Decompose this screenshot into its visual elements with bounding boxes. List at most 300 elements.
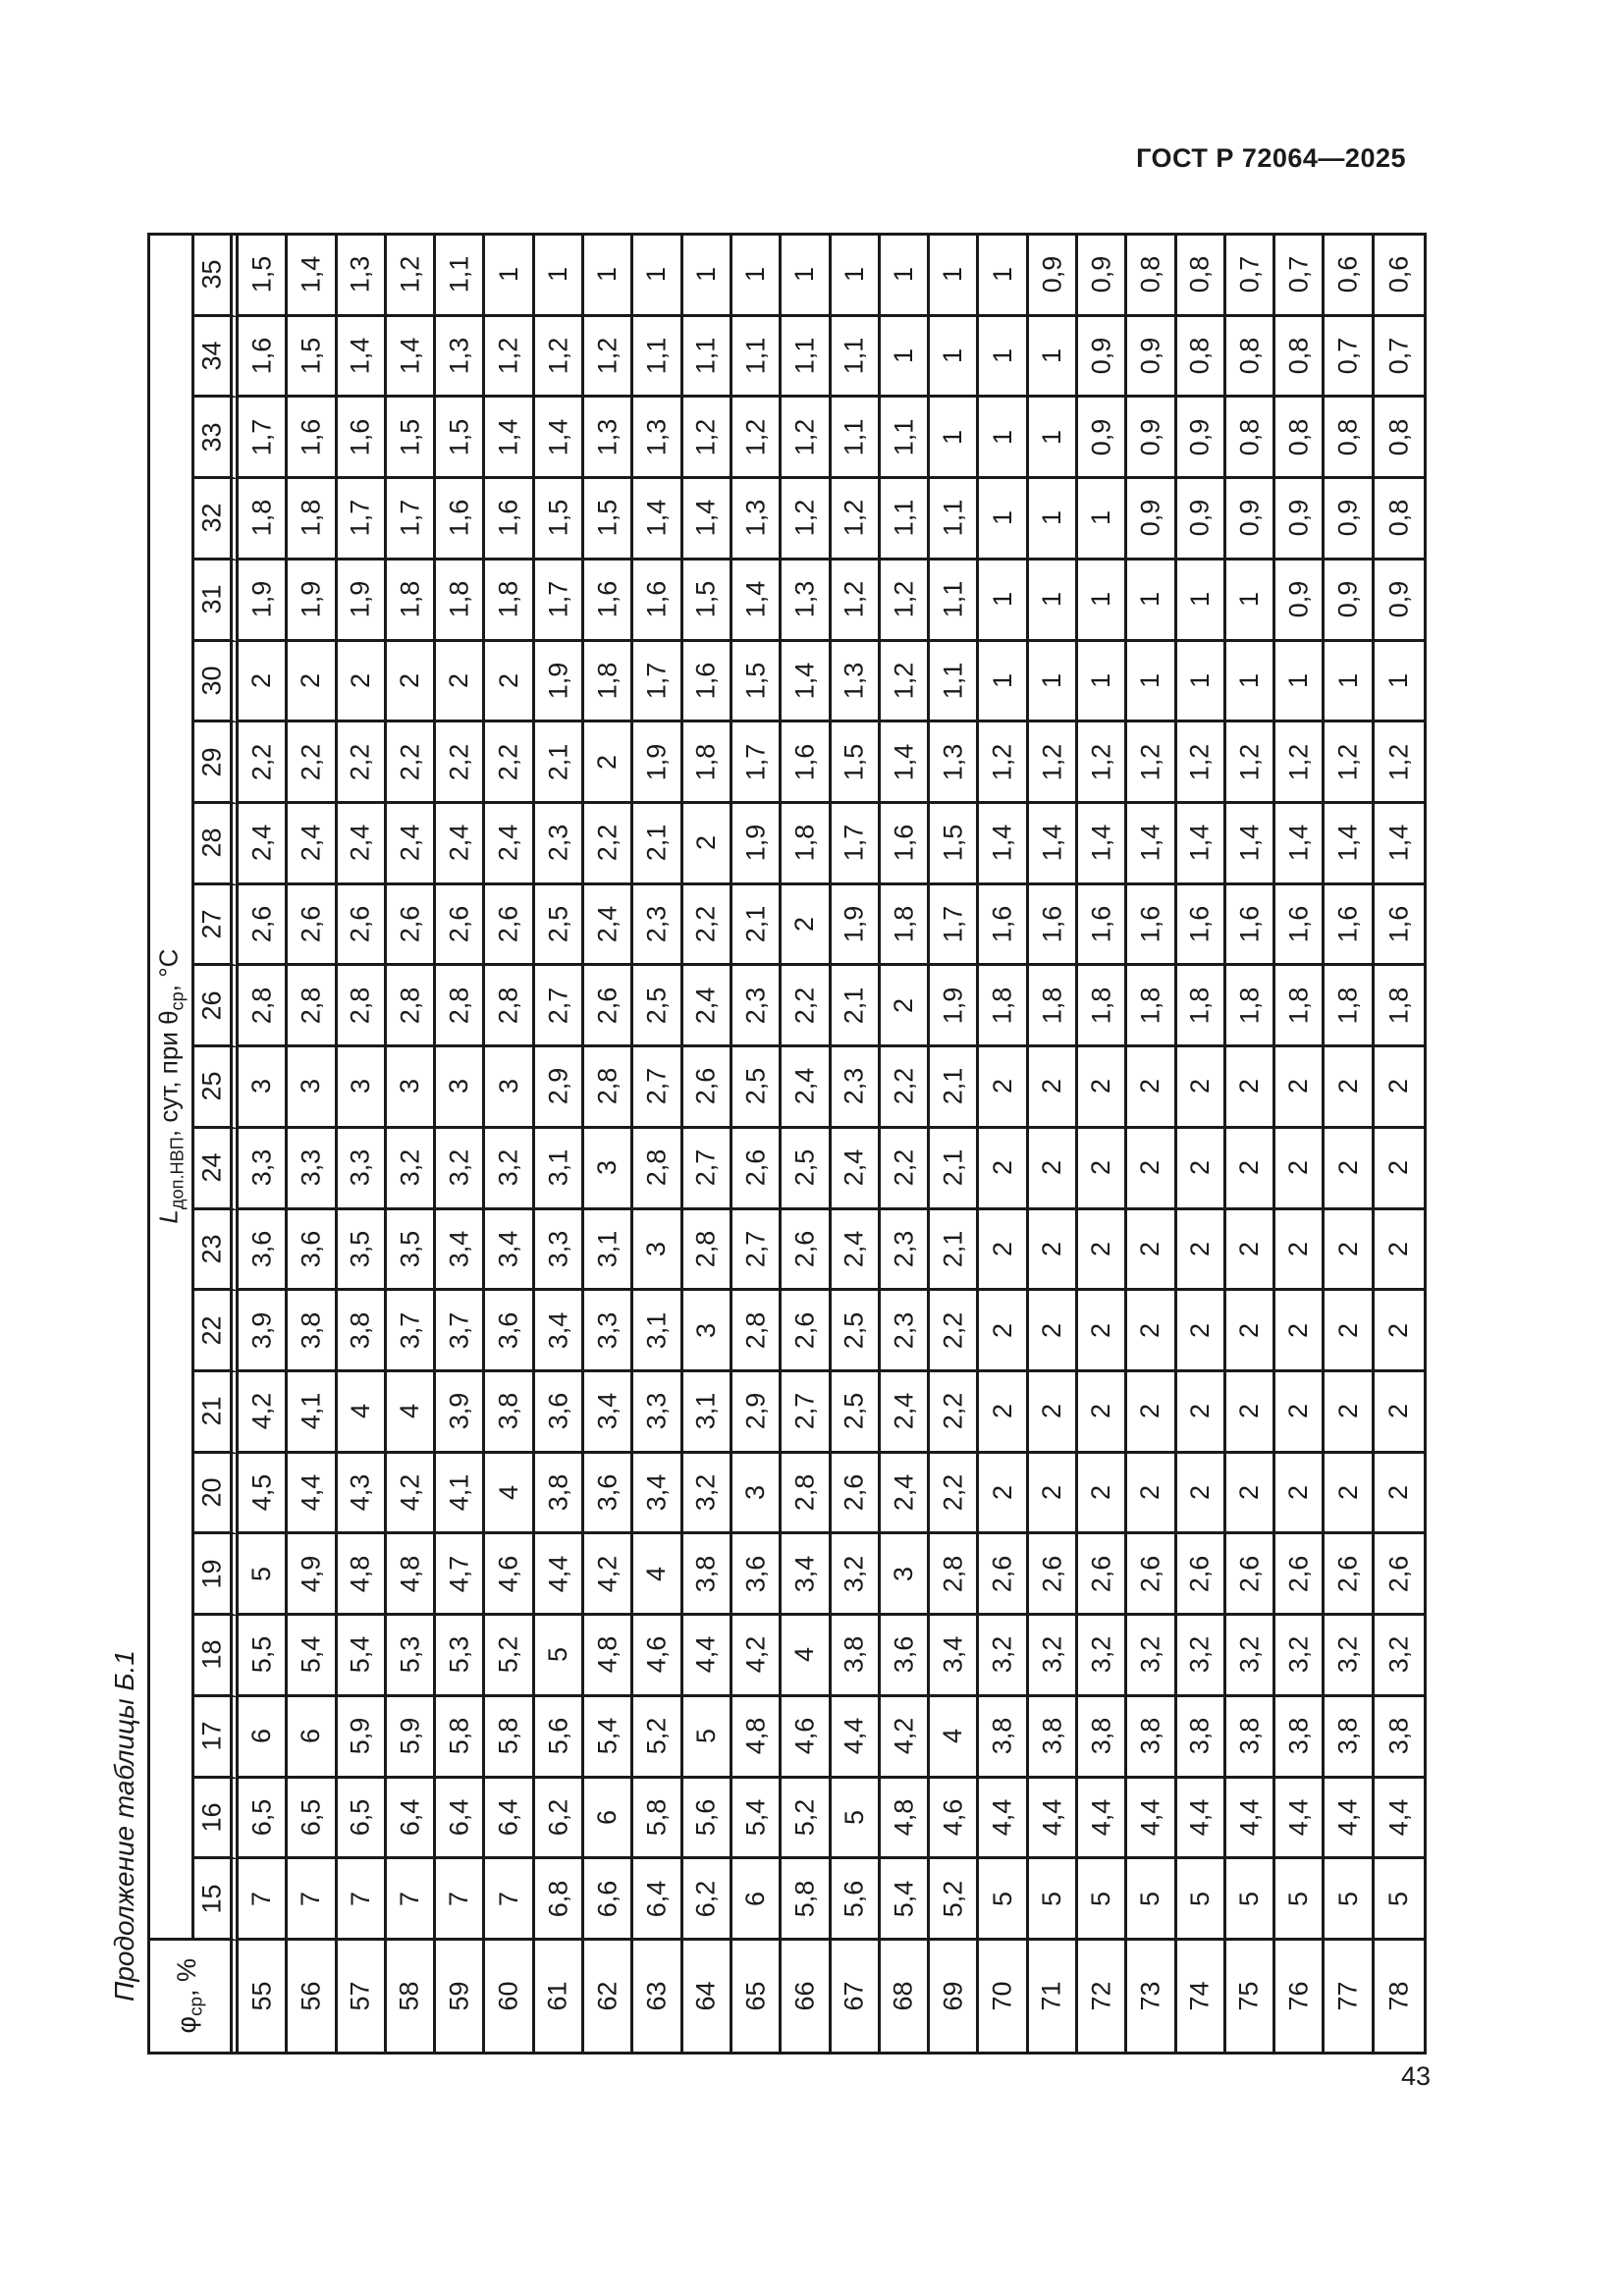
table-cell-text: 6,4 xyxy=(641,1880,672,1917)
table-cell-text: 0,9 xyxy=(1283,500,1314,537)
table-cell xyxy=(288,561,337,642)
table-cell xyxy=(782,966,831,1047)
table-cell-text: 2 xyxy=(1135,1079,1165,1095)
theta-label-text: 16 xyxy=(196,1802,227,1833)
table-cell xyxy=(288,1454,337,1535)
table-cell-text: 2,1 xyxy=(938,1148,968,1187)
table-cell-text: 5,8 xyxy=(641,1798,672,1837)
table-cell xyxy=(930,317,979,399)
phi-label xyxy=(1078,1941,1127,2052)
table-cell-text: 5,8 xyxy=(493,1717,523,1755)
table-cell xyxy=(535,1454,584,1535)
phi-label-text: 67 xyxy=(839,1981,869,2011)
table-cell-text: 3,8 xyxy=(1184,1717,1215,1755)
table-cell xyxy=(239,885,288,967)
table-cell xyxy=(683,479,732,561)
table-cell-text: 3,2 xyxy=(1332,1636,1363,1674)
table-cell-text: 6,4 xyxy=(444,1798,474,1837)
table-cell xyxy=(387,1372,436,1454)
table-cell xyxy=(535,1859,584,1941)
phi-label-text: 61 xyxy=(542,1981,572,2011)
table-cell xyxy=(930,1047,979,1129)
table-cell xyxy=(387,885,436,967)
table-cell xyxy=(930,804,979,885)
table-cell-text: 5,4 xyxy=(296,1636,326,1674)
table-cell-text: 3,6 xyxy=(493,1311,523,1349)
table-cell-text: 7 xyxy=(345,1891,375,1906)
table-cell-text: 0,8 xyxy=(1283,337,1314,375)
table-cell-text: 2,9 xyxy=(740,1393,771,1430)
table-cell xyxy=(584,317,633,399)
table-cell xyxy=(1375,1779,1424,1860)
table-cell-text: 5 xyxy=(1135,1891,1165,1906)
table-cell-text: 2,8 xyxy=(592,1068,623,1105)
table-cell xyxy=(832,1210,881,1292)
table-cell xyxy=(732,1454,782,1535)
table-cell xyxy=(930,398,979,479)
table-cell xyxy=(387,317,436,399)
table-cell xyxy=(338,1697,387,1779)
table-cell xyxy=(683,804,732,885)
table-cell xyxy=(1127,1210,1176,1292)
table-cell xyxy=(930,1859,979,1941)
table-cell-text: 1,3 xyxy=(641,418,672,456)
table-cell xyxy=(436,1372,485,1454)
table-cell xyxy=(633,236,682,317)
table-cell-text: 0,9 xyxy=(1184,418,1215,456)
phi-symbol: φ xyxy=(172,2016,202,2034)
table-cell-text: 3,8 xyxy=(1332,1717,1363,1755)
phi-label xyxy=(1275,1941,1325,2052)
table-cell-text: 5,6 xyxy=(542,1717,572,1755)
table-cell-text: 2 xyxy=(1036,1160,1066,1176)
table-cell xyxy=(1127,722,1176,804)
table-cell xyxy=(1029,966,1078,1047)
table-cell xyxy=(387,1047,436,1129)
phi-label-text: 71 xyxy=(1036,1981,1066,2011)
table-cell-text: 2,4 xyxy=(888,1473,918,1512)
table-cell xyxy=(1226,1697,1275,1779)
table-cell xyxy=(387,1210,436,1292)
table-cell-text: 1,4 xyxy=(345,337,375,375)
table-cell-text: 2 xyxy=(1283,1404,1314,1419)
table-cell xyxy=(338,398,387,479)
table-cell xyxy=(1226,1129,1275,1210)
table-cell-text: 1 xyxy=(1036,348,1066,364)
table-cell-text: 1,6 xyxy=(1135,905,1165,943)
table-cell xyxy=(1275,1859,1325,1941)
table-cell xyxy=(683,1697,732,1779)
theta-label xyxy=(194,885,239,967)
table-cell-text: 0,9 xyxy=(1135,418,1165,456)
table-cell xyxy=(436,966,485,1047)
table-cell-text: 2,6 xyxy=(444,905,474,943)
table-cell xyxy=(1226,1534,1275,1616)
table-cell xyxy=(782,1129,831,1210)
table-cell-text: 1 xyxy=(839,267,869,283)
table-cell-text: 4,4 xyxy=(1135,1798,1165,1837)
table-cell xyxy=(535,885,584,967)
table-cell xyxy=(584,804,633,885)
theta-label xyxy=(194,722,239,804)
table-cell xyxy=(584,1210,633,1292)
table-cell-text: 5,9 xyxy=(395,1717,425,1755)
table-cell xyxy=(1325,1129,1374,1210)
table-cell-text: 2,4 xyxy=(345,825,375,862)
table-cell-text: 2 xyxy=(1332,1485,1363,1501)
table-cell-text: 2 xyxy=(1135,1241,1165,1256)
table-cell-text: 1,5 xyxy=(740,662,771,700)
table-cell-text: 2 xyxy=(987,1322,1017,1338)
table-cell-text: 4,6 xyxy=(789,1717,820,1755)
table-cell xyxy=(782,642,831,723)
table-cell-text: 1 xyxy=(542,267,572,283)
phi-label xyxy=(387,1941,436,2052)
table-cell xyxy=(782,1372,831,1454)
table-cell xyxy=(436,1210,485,1292)
table-cell-text: 1,6 xyxy=(1233,905,1264,943)
table-cell-text: 2,6 xyxy=(395,905,425,943)
table-cell xyxy=(782,1859,831,1941)
table-cell xyxy=(1375,804,1424,885)
table-cell-text: 2,4 xyxy=(493,825,523,862)
table-cell-text: 2 xyxy=(1283,1485,1314,1501)
table-cell-text: 2 xyxy=(888,997,918,1013)
table-cell-text: 4,6 xyxy=(493,1555,523,1593)
table-cell-text: 4,2 xyxy=(740,1636,771,1674)
table-cell xyxy=(584,722,633,804)
table-cell-text: 1,5 xyxy=(296,337,326,375)
table-cell-text: 2,2 xyxy=(938,1473,968,1512)
table-cell-text: 1,5 xyxy=(592,500,623,537)
table-cell-text: 1,6 xyxy=(690,662,721,700)
phi-label xyxy=(930,1941,979,2052)
table-cell-text: 5 xyxy=(1332,1891,1363,1906)
table-cell xyxy=(535,1291,584,1372)
table-cell xyxy=(485,722,534,804)
table-cell xyxy=(1078,1859,1127,1941)
table-cell-text: 4,2 xyxy=(246,1393,277,1430)
table-cell-text: 1,5 xyxy=(839,743,869,780)
table-cell-text: 2,5 xyxy=(542,905,572,943)
table-cell-text: 4,6 xyxy=(938,1798,968,1837)
table-cell-text: 1 xyxy=(1086,510,1116,526)
phi-label xyxy=(732,1941,782,2052)
standard-reference: ГОСТ Р 72064—2025 xyxy=(1136,143,1406,173)
table-cell-text: 3,2 xyxy=(1383,1636,1414,1674)
table-cell-text: 2,8 xyxy=(493,987,523,1025)
table-cell-text: 2 xyxy=(987,1241,1017,1256)
table-cell xyxy=(535,1534,584,1616)
table-cell xyxy=(288,1616,337,1697)
table-cell-text: 3,4 xyxy=(542,1311,572,1349)
theta-label-text: 34 xyxy=(196,341,227,371)
table-cell xyxy=(979,966,1028,1047)
table-cell xyxy=(535,722,584,804)
table-cell-text: 1,9 xyxy=(296,580,326,618)
table-cell xyxy=(930,1779,979,1860)
table-cell xyxy=(338,561,387,642)
table-cell xyxy=(436,1697,485,1779)
table-cell-text: 0,9 xyxy=(1332,580,1363,618)
table-cell xyxy=(535,1616,584,1697)
table-cell-text: 1,8 xyxy=(1233,987,1264,1025)
phi-label xyxy=(1325,1941,1374,2052)
table-cell-text: 3,3 xyxy=(542,1230,572,1268)
table-cell xyxy=(633,1454,682,1535)
table-cell-text: 3,8 xyxy=(690,1555,721,1593)
phi-label-text: 62 xyxy=(592,1981,623,2011)
table-cell-text: 2 xyxy=(1036,1241,1066,1256)
table-cell-text: 1 xyxy=(1036,592,1066,608)
table-cell xyxy=(633,1859,682,1941)
theta-label xyxy=(194,1291,239,1372)
table-cell-text: 1,1 xyxy=(938,500,968,537)
theta-label xyxy=(194,1454,239,1535)
table-cell xyxy=(1226,317,1275,399)
table-cell-text: 2 xyxy=(1233,1160,1264,1176)
table-cell xyxy=(1177,561,1226,642)
table-cell-text: 2 xyxy=(1086,1079,1116,1095)
table-cell-text: 6,4 xyxy=(395,1798,425,1837)
table-cell xyxy=(485,1129,534,1210)
table-cell-text: 2,4 xyxy=(839,1230,869,1268)
table-cell-text: 5,3 xyxy=(395,1636,425,1674)
table-cell xyxy=(832,1697,881,1779)
table-cell-text: 3,3 xyxy=(641,1393,672,1430)
table-cell xyxy=(881,1129,930,1210)
table-cell xyxy=(1226,722,1275,804)
table-cell xyxy=(1078,398,1127,479)
table-cell-text: 1,2 xyxy=(493,337,523,375)
phi-label-text: 74 xyxy=(1184,1981,1215,2011)
table-cell xyxy=(239,1291,288,1372)
table-cell xyxy=(979,561,1028,642)
table-cell-text: 1 xyxy=(1135,672,1165,688)
table-cell-text: 2 xyxy=(592,754,623,770)
table-cell-text: 6,5 xyxy=(296,1798,326,1837)
table-cell xyxy=(979,479,1028,561)
table-cell xyxy=(239,1859,288,1941)
table-cell xyxy=(1078,236,1127,317)
table-cell-text: 3,8 xyxy=(1233,1717,1264,1755)
table-cell xyxy=(436,479,485,561)
table-cell-text: 1,5 xyxy=(395,418,425,456)
table-cell xyxy=(288,236,337,317)
table-cell-text: 1,7 xyxy=(395,500,425,537)
table-cell-text: 2 xyxy=(690,835,721,851)
table-cell-text: 1,9 xyxy=(641,743,672,780)
table-cell-text: 5 xyxy=(1036,1891,1066,1906)
table-cell xyxy=(584,1047,633,1129)
table-cell-text: 2,7 xyxy=(789,1393,820,1430)
table-cell xyxy=(1275,236,1325,317)
table-cell-text: 2 xyxy=(1332,1160,1363,1176)
table-cell xyxy=(1375,1454,1424,1535)
lnvp-span-header-cell xyxy=(150,236,194,1941)
table-cell xyxy=(239,1616,288,1697)
table-cell xyxy=(485,1372,534,1454)
table-cell xyxy=(979,398,1028,479)
table-cell xyxy=(239,479,288,561)
table-cell xyxy=(782,1047,831,1129)
table-cell-text: 4,2 xyxy=(592,1555,623,1593)
table-cell-text: 6,5 xyxy=(246,1798,277,1837)
table-cell xyxy=(1078,1454,1127,1535)
table-cell xyxy=(436,398,485,479)
table-cell xyxy=(535,236,584,317)
table-cell xyxy=(1226,1859,1275,1941)
table-cell xyxy=(732,1779,782,1860)
table-cell xyxy=(683,966,732,1047)
table-cell-text: 0,7 xyxy=(1332,337,1363,375)
table-cell xyxy=(930,1534,979,1616)
table-cell xyxy=(930,1372,979,1454)
table-cell-text: 2 xyxy=(1332,1241,1363,1256)
table-cell xyxy=(1177,1291,1226,1372)
phi-label xyxy=(288,1941,337,2052)
table-cell-text: 3,2 xyxy=(1086,1636,1116,1674)
table-cell-text: 0,8 xyxy=(1184,337,1215,375)
table-cell-text: 1,4 xyxy=(1233,825,1264,862)
table-cell-text: 3,8 xyxy=(1383,1717,1414,1755)
table-cell-text: 1,7 xyxy=(839,825,869,862)
table-cell xyxy=(732,1210,782,1292)
table-cell-text: 1 xyxy=(1184,672,1215,688)
table-cell-text: 1 xyxy=(1184,592,1215,608)
table-cell xyxy=(1029,1697,1078,1779)
table-cell-text: 3,3 xyxy=(592,1311,623,1349)
table-cell xyxy=(535,1372,584,1454)
table-cell xyxy=(436,1047,485,1129)
table-cell-text: 1,8 xyxy=(296,500,326,537)
table-cell-text: 3,8 xyxy=(1283,1717,1314,1755)
table-cell xyxy=(584,1534,633,1616)
table-cell-text: 2,2 xyxy=(938,1393,968,1430)
table-cell-text: 3 xyxy=(740,1485,771,1501)
table-cell-text: 3,2 xyxy=(444,1148,474,1187)
table-cell xyxy=(683,1779,732,1860)
table-cell xyxy=(338,1534,387,1616)
table-cell-text: 4,4 xyxy=(1086,1798,1116,1837)
table-cell-text: 1,4 xyxy=(542,418,572,456)
table-cell xyxy=(1325,1454,1374,1535)
table-cell-text: 1 xyxy=(938,267,968,283)
table-cell-text: 0,8 xyxy=(1233,418,1264,456)
table-cell xyxy=(387,1697,436,1779)
table-cell-text: 0,7 xyxy=(1233,256,1264,294)
table-cell-text: 2,4 xyxy=(690,987,721,1025)
table-cell xyxy=(387,236,436,317)
table-cell-text: 1,1 xyxy=(888,418,918,456)
table-cell xyxy=(288,966,337,1047)
table-cell xyxy=(930,236,979,317)
phi-label xyxy=(584,1941,633,2052)
table-cell-text: 1,2 xyxy=(1383,743,1414,780)
table-cell xyxy=(1078,479,1127,561)
table-cell-text: 6 xyxy=(296,1729,326,1744)
table-cell-text: 1,5 xyxy=(444,418,474,456)
table-cell xyxy=(338,966,387,1047)
table-cell xyxy=(1127,1859,1176,1941)
table-cell xyxy=(387,1779,436,1860)
table-cell xyxy=(1127,1616,1176,1697)
table-cell-text: 5,6 xyxy=(690,1798,721,1837)
table-cell-text: 0,8 xyxy=(1283,418,1314,456)
table-cell-text: 7 xyxy=(296,1891,326,1906)
table-cell-text: 1,7 xyxy=(740,743,771,780)
table-cell-text: 1,2 xyxy=(690,418,721,456)
table-cell-text: 1,1 xyxy=(839,337,869,375)
table-cell-text: 2 xyxy=(1383,1322,1414,1338)
table-cell-text: 2 xyxy=(1086,1160,1116,1176)
table-cell xyxy=(633,804,682,885)
table-cell xyxy=(1375,1616,1424,1697)
table-cell-text: 2,6 xyxy=(740,1148,771,1187)
table-cell-text: 2 xyxy=(1283,1322,1314,1338)
table-cell-text: 2,2 xyxy=(395,743,425,780)
table-cell xyxy=(1325,885,1374,967)
table-cell-text: 2,6 xyxy=(1383,1555,1414,1593)
table-cell xyxy=(881,236,930,317)
table-cell xyxy=(1078,317,1127,399)
table-cell xyxy=(387,479,436,561)
table-cell xyxy=(683,398,732,479)
table-cell-text: 1,4 xyxy=(641,500,672,537)
table-cell xyxy=(881,966,930,1047)
table-cell xyxy=(1177,1210,1226,1292)
table-cell-text: 2 xyxy=(1383,1241,1414,1256)
table-cell-text: 1,7 xyxy=(542,580,572,618)
table-cell-text: 3,1 xyxy=(641,1311,672,1349)
table-cell xyxy=(930,722,979,804)
table-cell-text: 2,5 xyxy=(839,1311,869,1349)
table-cell-text: 2,2 xyxy=(246,743,277,780)
table-cell xyxy=(633,561,682,642)
table-cell xyxy=(683,1616,732,1697)
table-cell xyxy=(1375,885,1424,967)
table-cell xyxy=(979,1047,1028,1129)
table-cell-text: 1,8 xyxy=(592,662,623,700)
table-cell-text: 2,6 xyxy=(345,905,375,943)
table-cell-text: 4,6 xyxy=(641,1636,672,1674)
table-cell xyxy=(1275,1454,1325,1535)
phi-label xyxy=(782,1941,831,2052)
table-cell xyxy=(633,642,682,723)
table-cell xyxy=(1375,1534,1424,1616)
table-cell-text: 5 xyxy=(690,1729,721,1744)
table-cell-text: 5 xyxy=(987,1891,1017,1906)
table-cell xyxy=(1029,236,1078,317)
table-cell xyxy=(832,1372,881,1454)
table-cell xyxy=(436,1291,485,1372)
table-cell-text: 3,1 xyxy=(690,1393,721,1430)
table-cell-text: 1,2 xyxy=(987,743,1017,780)
table-cell xyxy=(239,966,288,1047)
table-cell-text: 2 xyxy=(493,672,523,688)
theta-label-text: 21 xyxy=(196,1396,227,1426)
table-cell-text: 0,8 xyxy=(1383,418,1414,456)
phi-label-text: 69 xyxy=(938,1981,968,2011)
table-cell xyxy=(338,1372,387,1454)
table-cell xyxy=(1275,1047,1325,1129)
table-cell-text: 5,4 xyxy=(345,1636,375,1674)
table-cell xyxy=(683,1534,732,1616)
table-cell-text: 1,6 xyxy=(493,500,523,537)
table-cell-text: 2,3 xyxy=(839,1068,869,1105)
table-cell xyxy=(288,1291,337,1372)
table-cell-text: 3 xyxy=(592,1160,623,1176)
